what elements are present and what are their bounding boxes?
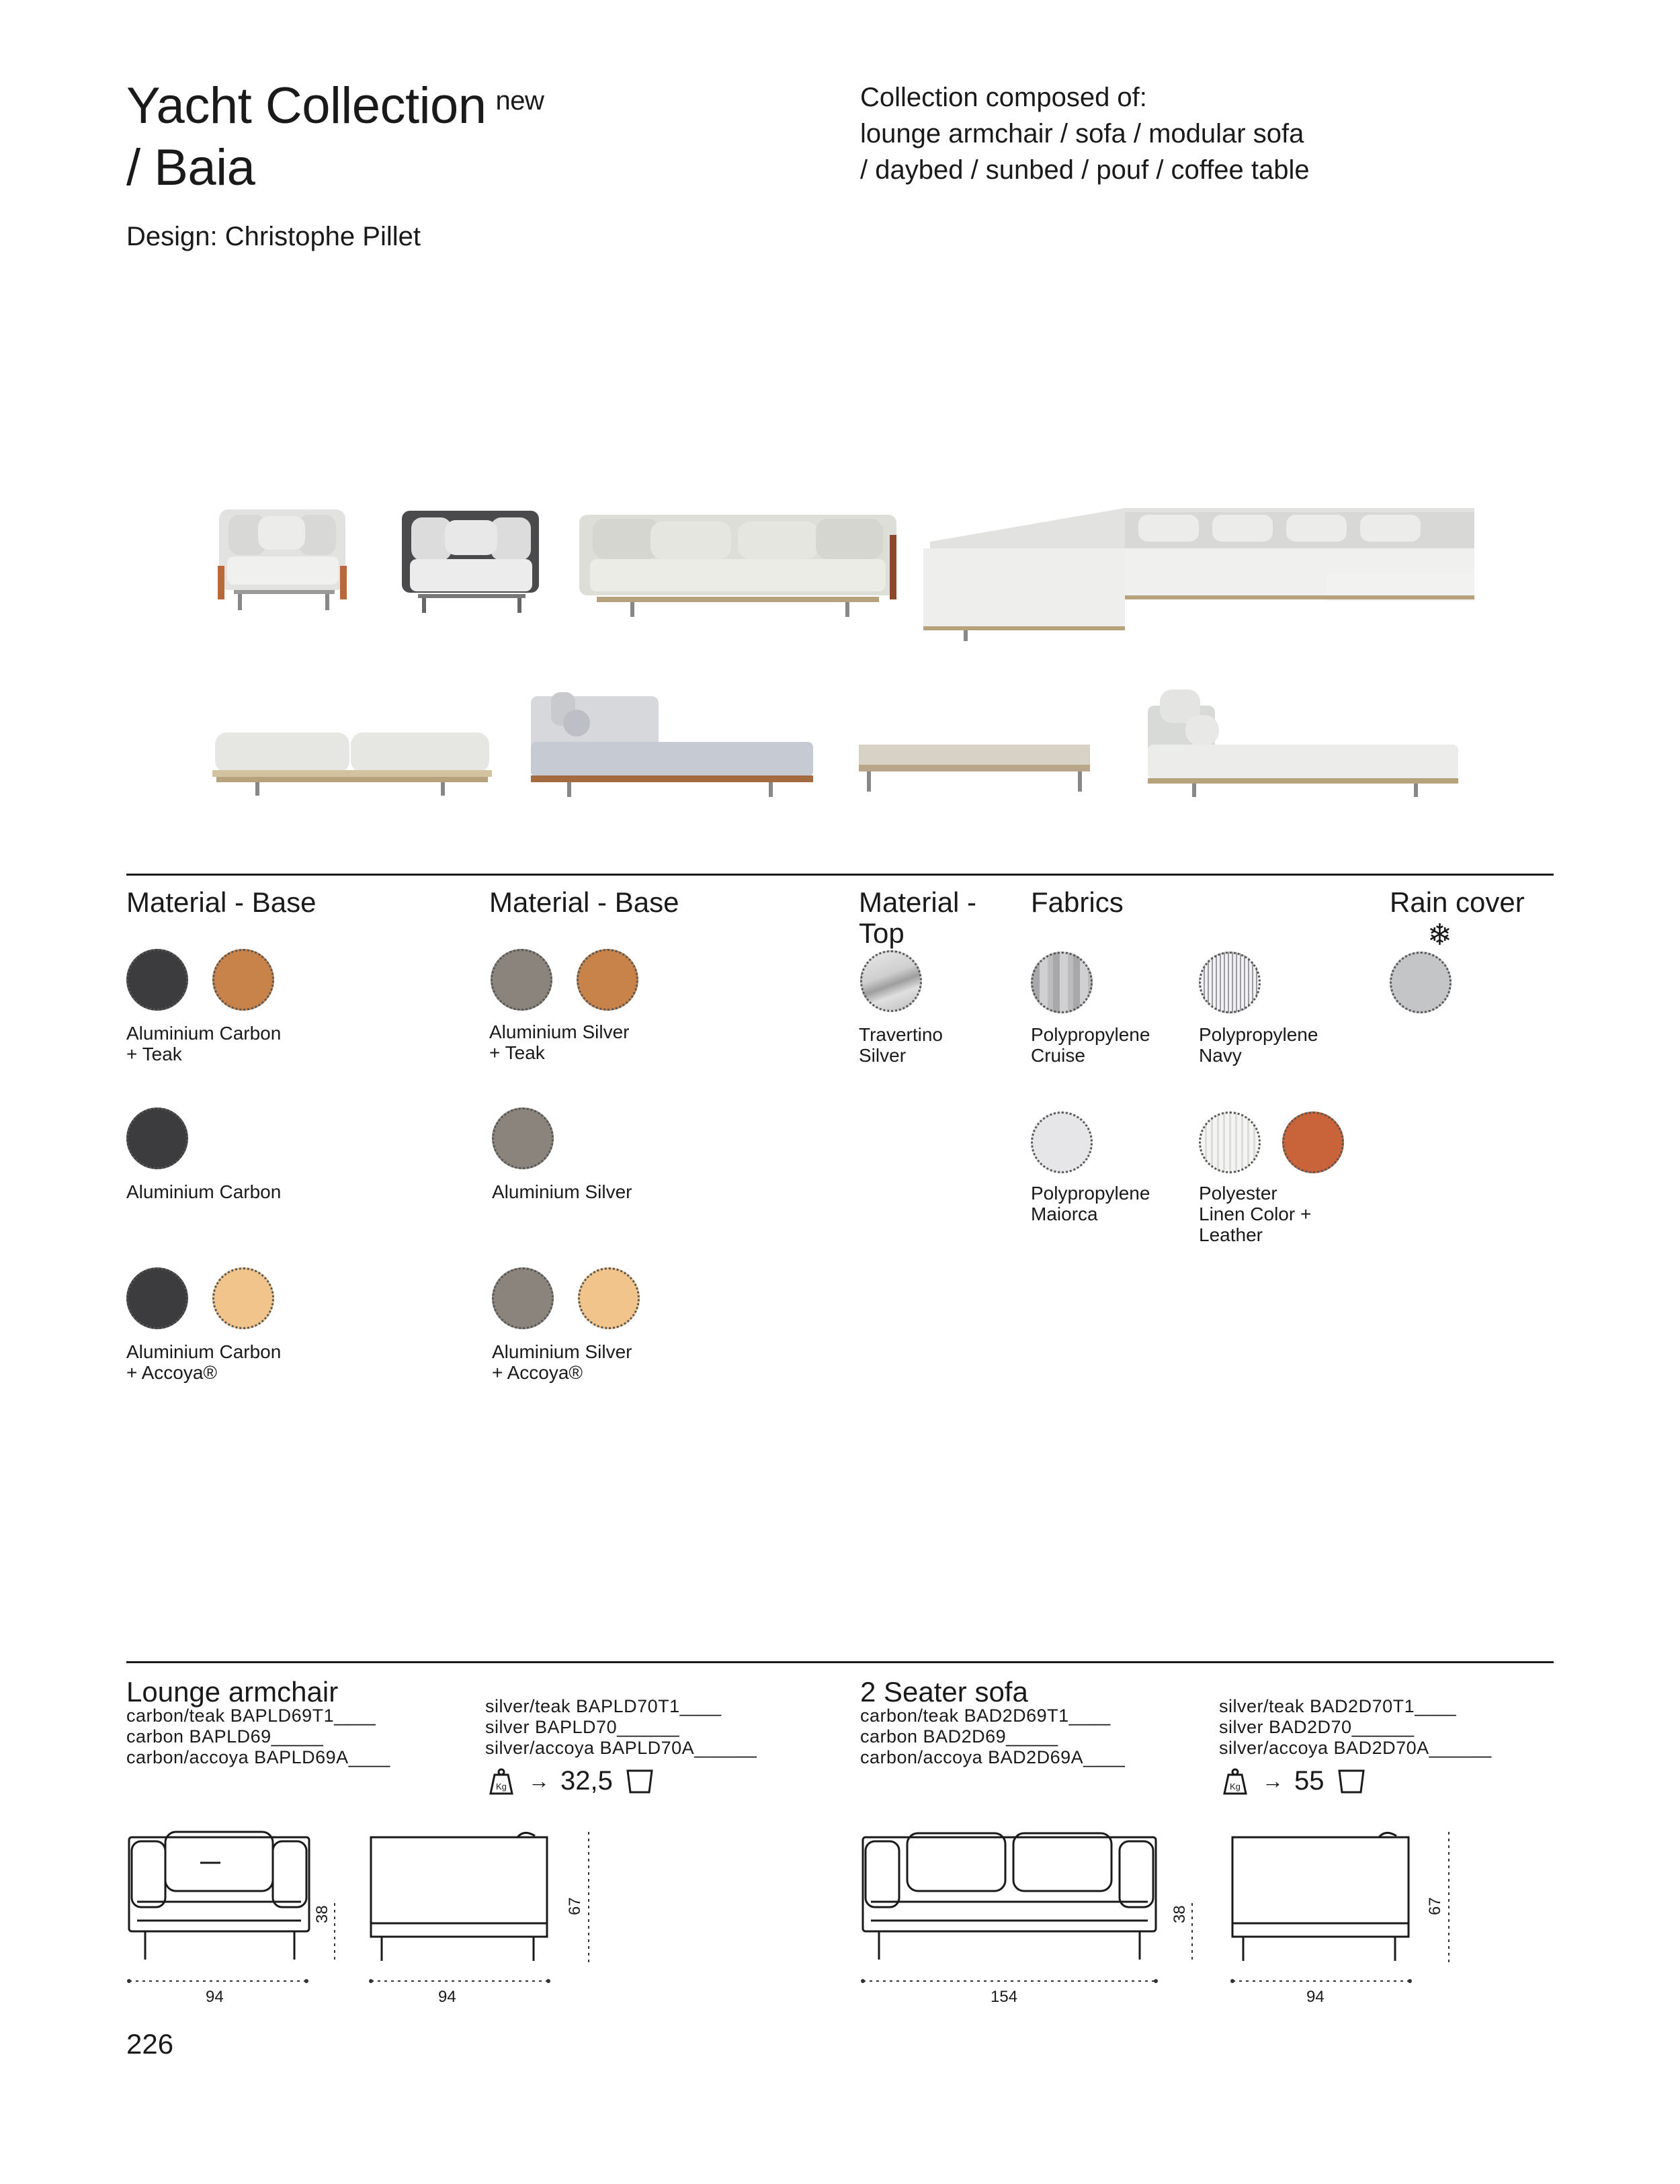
swatch-teak [577, 949, 638, 1011]
dim-line-sofa-depth [1230, 1978, 1413, 1984]
product-photo-pouf [212, 726, 495, 800]
svg-text:Kg: Kg [496, 1781, 507, 1792]
code-list-sofa-left [860, 1706, 1125, 1768]
swatch-aluminium-silver [492, 1267, 554, 1329]
product-code: carbon BAPLD69_____ [126, 1726, 324, 1747]
code-list-armchair-left [126, 1706, 390, 1768]
swatch-travertino-silver [860, 950, 922, 1012]
weight-icon [1219, 1768, 1251, 1795]
swatch-label-linen-leather [1199, 1183, 1311, 1245]
dim-line-armchair-total-height [586, 1831, 591, 1965]
swatch-label-travertino [859, 1024, 943, 1066]
dimension-armchair-depth: 94 [438, 1988, 456, 2006]
swatch-polypropylene-maiorca [1031, 1111, 1093, 1173]
dimension-sofa-width: 154 [991, 1988, 1018, 2006]
swatch-aluminium-silver [491, 949, 552, 1011]
swatch-label-line: Linen Color + [1199, 1204, 1312, 1224]
product-photo-sunbed [1145, 685, 1461, 801]
product-code: carbon/teak BAPLD69T1____ [126, 1706, 376, 1726]
material-top-heading [859, 887, 976, 949]
swatch-label-navy [1199, 1024, 1318, 1066]
swatch-aluminium-silver [492, 1107, 554, 1169]
page-title [126, 75, 544, 199]
swatch-aluminium-carbon [126, 1267, 188, 1329]
product-code: silver/accoya BAD2D70A______ [1219, 1738, 1492, 1758]
weight-value: 55 [1294, 1766, 1325, 1796]
drawing-sofa-side [1230, 1831, 1418, 1965]
product-photo-daybed [527, 683, 816, 801]
swatch-label-line: Aluminium Carbon [126, 1341, 282, 1362]
dim-line-armchair-seat-height [332, 1902, 337, 1964]
swatch-polypropylene-cruise [1031, 952, 1093, 1013]
drawing-armchair-side [368, 1831, 556, 1965]
swatch-label-line: + Accoya® [492, 1362, 583, 1383]
composition-line: lounge armchair / sofa / modular sofa [860, 119, 1304, 149]
swatch-label-line: + Accoya® [126, 1362, 218, 1383]
dim-line-sofa-seat-height [1189, 1902, 1195, 1964]
swatch-label-cruise [1031, 1024, 1150, 1066]
material-base-heading: Material - Base [489, 886, 679, 918]
dimension-sofa-depth: 94 [1306, 1988, 1325, 2006]
box-icon [1335, 1767, 1368, 1796]
product-photo-armchair-carbon [398, 505, 544, 620]
swatch-leather [1282, 1111, 1344, 1173]
dim-line-sofa-width [860, 1978, 1159, 1984]
swatch-label-line: Travertino [859, 1024, 943, 1045]
swatch-teak [212, 949, 274, 1011]
swatch-label-line: Polypropylene [1199, 1024, 1318, 1045]
title-line2: / Baia [126, 139, 255, 196]
arrow-icon: → [1262, 1769, 1284, 1793]
swatch-label-line: Polypropylene [1031, 1183, 1150, 1204]
dim-line-armchair-depth [368, 1978, 551, 1984]
composition-line: Collection composed of: [860, 83, 1147, 112]
swatch-rain-cover [1390, 952, 1452, 1013]
swatch-polypropylene-navy [1199, 952, 1261, 1013]
swatch-label-silver-teak [489, 1021, 630, 1063]
collection-composition [860, 79, 1310, 188]
product-code: silver BAD2D70______ [1219, 1717, 1415, 1737]
product-photo-armchair-teak [214, 503, 355, 617]
swatch-label-maiorca [1031, 1183, 1150, 1224]
title-line1: Yacht Collection [126, 77, 487, 134]
swatch-label-line: Maiorca [1031, 1204, 1098, 1224]
weight-value: 32,5 [560, 1766, 613, 1796]
weight-icon [485, 1768, 517, 1795]
swatch-label-line: + Teak [126, 1044, 182, 1064]
drawing-sofa-front [860, 1828, 1163, 1962]
snowflake-icon: ❄ [1427, 919, 1452, 952]
designer-credit: Design: Christophe Pillet [126, 222, 421, 251]
swatch-aluminium-carbon [126, 1107, 188, 1169]
dim-line-armchair-width [126, 1978, 309, 1984]
material-base-heading: Material - Base [126, 886, 317, 918]
product-code: carbon BAD2D69_____ [860, 1726, 1058, 1747]
swatch-label-line: Silver [859, 1045, 907, 1066]
arrow-icon: → [528, 1769, 550, 1793]
section-divider [126, 874, 1554, 876]
svg-text:Kg: Kg [1230, 1781, 1241, 1792]
page-number: 226 [126, 2028, 174, 2060]
code-list-armchair-right [485, 1696, 757, 1759]
product-code: carbon/accoya BAD2D69A____ [860, 1747, 1126, 1767]
swatch-label-line: Cruise [1031, 1045, 1085, 1066]
weight-armchair [485, 1766, 656, 1796]
composition-line: / daybed / sunbed / pouf / coffee table [860, 155, 1310, 185]
swatch-label-line: Leather [1199, 1224, 1263, 1245]
swatch-label-line: Aluminium Silver [492, 1341, 632, 1362]
dimension-armchair-seat-height: 38 [313, 1905, 331, 1923]
product-code: carbon/accoya BAPLD69A____ [126, 1747, 390, 1767]
swatch-aluminium-carbon [126, 949, 188, 1011]
dim-line-sofa-total-height [1446, 1831, 1452, 1965]
new-badge: new [495, 86, 544, 116]
product-title-sofa: 2 Seater sofa [860, 1676, 1028, 1708]
swatch-label-line: Aluminium Carbon [126, 1023, 282, 1044]
fabrics-heading: Fabrics [1031, 886, 1124, 918]
swatch-label-line: + Teak [489, 1042, 545, 1063]
swatch-accoya [578, 1267, 640, 1329]
dimension-armchair-total-height: 67 [566, 1897, 584, 1915]
drawing-armchair-front [126, 1828, 314, 1962]
dimension-sofa-total-height: 67 [1426, 1897, 1444, 1915]
product-photo-modular-sofa [923, 495, 1481, 642]
product-code: silver/teak BAPLD70T1____ [485, 1696, 722, 1716]
swatch-label-line: Navy [1199, 1045, 1242, 1066]
swatch-label-carbon-teak [126, 1023, 281, 1064]
product-code: silver/accoya BAPLD70A______ [485, 1738, 757, 1758]
dimension-sofa-seat-height: 38 [1171, 1905, 1189, 1923]
product-code: silver BAPLD70______ [485, 1717, 680, 1737]
section-divider [126, 1661, 1554, 1663]
product-code: carbon/teak BAD2D69T1____ [860, 1706, 1111, 1726]
weight-sofa [1219, 1766, 1368, 1796]
code-list-sofa-right [1219, 1696, 1492, 1759]
swatch-label-carbon: Aluminium Carbon [126, 1181, 282, 1202]
swatch-label-silver-accoya [492, 1341, 632, 1383]
swatch-label-silver: Aluminium Silver [492, 1181, 632, 1202]
box-icon [624, 1767, 656, 1796]
swatch-accoya [212, 1267, 274, 1329]
swatch-label-line: Polyester [1199, 1183, 1277, 1204]
swatch-polyester-linen [1199, 1111, 1261, 1173]
swatch-label-line: Aluminium Silver [489, 1021, 630, 1042]
product-photo-sofa [577, 508, 899, 629]
material-top-line: Top [859, 917, 905, 949]
swatch-label-line: Polypropylene [1031, 1024, 1150, 1045]
product-title-armchair: Lounge armchair [126, 1676, 339, 1708]
material-top-line: Material - [859, 886, 977, 918]
product-code: silver/teak BAD2D70T1____ [1219, 1696, 1457, 1716]
swatch-label-carbon-accoya [126, 1341, 281, 1383]
dimension-armchair-width: 94 [206, 1988, 224, 2006]
product-photo-coffee-table [857, 739, 1093, 800]
rain-cover-heading: Rain cover [1390, 886, 1525, 918]
